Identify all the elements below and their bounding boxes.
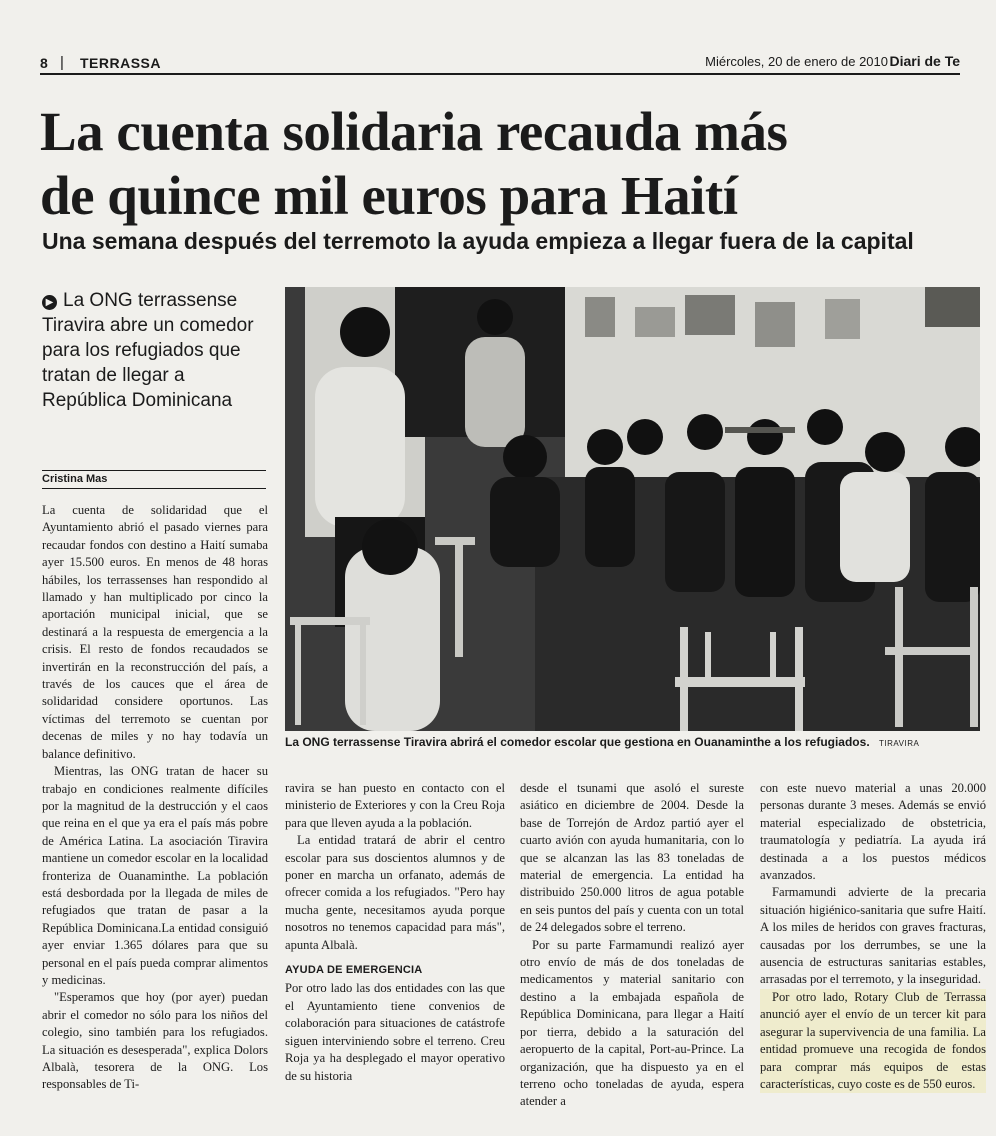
paragraph: Farmamundi advierte de la precaria situación higiénico-sanitaria que sufre Haití. A los miles de heridos con graves fracturas, causadas por los derrumbes, se une la ausencia de estructuras sanitarias estables, arrasadas por el terremoto, y la inseguridad. (760, 885, 986, 987)
paragraph: Mientras, las ONG tratan de hacer su trabajo en condiciones realmente difíciles por la magnitud de la destrucción y el caos que reina en el que ya era el país más pobre de América Latina. La asociación Tiravira mantiene un comedor escolar en la localidad fronteriza de Ouanaminthe. La población está desbordada por la llegada de miles de refugiados que tratan de pasar a la República Dominicana.La entidad consiguió ayer enviar 1.365 dólares para que su personal en el país pueda comprar alimentos y medicinas. (42, 764, 268, 987)
highlighted-paragraph: Por otro lado, Rotary Club de Terrassa anunció ayer el envío de un tercer kit para asegurar la supervivencia de una familia. La entidad promueve una recogida de fondos para comprar más equipos de estas características, cuyo coste es de 550 euros. (760, 989, 986, 1093)
paragraph: La cuenta de solidaridad que el Ayuntamiento abrió el pasado viernes para recaudar fondos con destino a Haití sumaba ayer 15.500 euros. En menos de 48 horas hábiles, los terrassenses han respondido al llamado y han multiplicado por cinco la aportación municipal inicial, que se destinará a la respuesta de emergencia a la crisis. El resto de fondos recaudados se invertirán en la reconstrucción del país, a través de los cauces que el área de solidaridad considere oportunos. Las víctimas del terremoto se cuentan por decenas de miles y no hay todavía un balance definitivo. (42, 503, 268, 761)
byline: Cristina Mas (42, 470, 266, 489)
body-column-3 (520, 780, 744, 1111)
arrow-circle-icon: ▶ (42, 295, 57, 310)
paragraph: con este nuevo material a unas 20.000 personas durante 3 meses. Además se envió material especializado de obstetricia, traumatología y pediatría. La ayuda irá destinada a a los puestos médicos avanzados. (760, 781, 986, 883)
kicker-text: La ONG terrassense Tiravira abre un comedor para los refugiados que tratan de llegar a República Dominicana (42, 290, 254, 411)
body-column-4 (760, 780, 986, 1093)
section-heading: AYUDA DE EMERGENCIA (285, 964, 423, 977)
issue-date: Miércoles, 20 de enero de 2010 (705, 54, 888, 69)
folio-separator: | (60, 54, 64, 71)
headline-line-1: La cuenta solidaria recauda más (40, 101, 788, 162)
caption-text: La ONG terrassense Tiravira abrirá el comedor escolar que gestiona en Ouanaminthe a los refugiados. (285, 735, 870, 749)
news-photo (285, 287, 980, 731)
newspaper-name: Diari de Te (889, 53, 960, 69)
classroom-photo-illustration (285, 287, 980, 731)
section-name: TERRASSA (80, 55, 162, 71)
photo-caption (285, 735, 985, 749)
page-number: 8 (40, 55, 48, 71)
body-column-1 (42, 502, 268, 1094)
paragraph: Por su parte Farmamundi realizó ayer otro envío de más de dos toneladas de medicamentos y material sanitario con destino a la embajada española de República Dominicana, para llegar a Haití por tierra, debido a la saturación del aeropuerto de la capital, Port-au-Prince. La organización, que ha dispuesto ya en el terreno ocho toneladas de ayuda, espera atender a (520, 937, 744, 1109)
paragraph: Por otro lado las dos entidades con las que el Ayuntamiento tiene convenios de colaboración para situaciones de catástrofe siguen interviniendo sobre el terreno. Creu Roja ya ha desplegado el mayor operativo de su historia (285, 981, 505, 1083)
photo-credit: TIRAVIRA (879, 739, 920, 748)
paragraph: ravira se han puesto en contacto con el ministerio de Exteriores y con la Creu Roja para que lleven ayuda a la población. (285, 781, 505, 830)
headline-line-2: de quince mil euros para Haití (40, 165, 738, 226)
paragraph: desde el tsunami que asoló el sureste asiático en diciembre de 2004. Desde la base de Torrejón de Ardoz partió ayer el cuarto avión con ayuda humanitaria, con lo que se alcanzan las las 83 toneladas de material de emergencia. La entidad ha distribuido 250.000 litros de agua potable en seis puntos del país y cuenta con un total de 24 delegados sobre el terreno. (520, 781, 744, 935)
body-column-2 (285, 780, 505, 1085)
kicker (42, 288, 274, 413)
paragraph: La entidad tratará de abrir el centro escolar para sus doscientos alumnos y de poner en marcha un orfanato, además de ofrecer comida a los refugiados. "Pero hay mucha gente, necesitamos ayuda porque nosotros no tenemos capacidad para más", apunta Albalà. (285, 833, 505, 952)
subheadline: Una semana después del terremoto la ayuda empieza a llegar fuera de la capital (42, 228, 914, 254)
folio-bar (40, 51, 960, 75)
paragraph: "Esperamos que hoy (por ayer) puedan abrir el comedor no sólo para los niños del colegio, sino también para los refugiados. La situación es desesperada", explica Dolors Albalà, tesorera de la ONG. Los responsables de Ti- (42, 990, 268, 1092)
headline (40, 100, 960, 228)
